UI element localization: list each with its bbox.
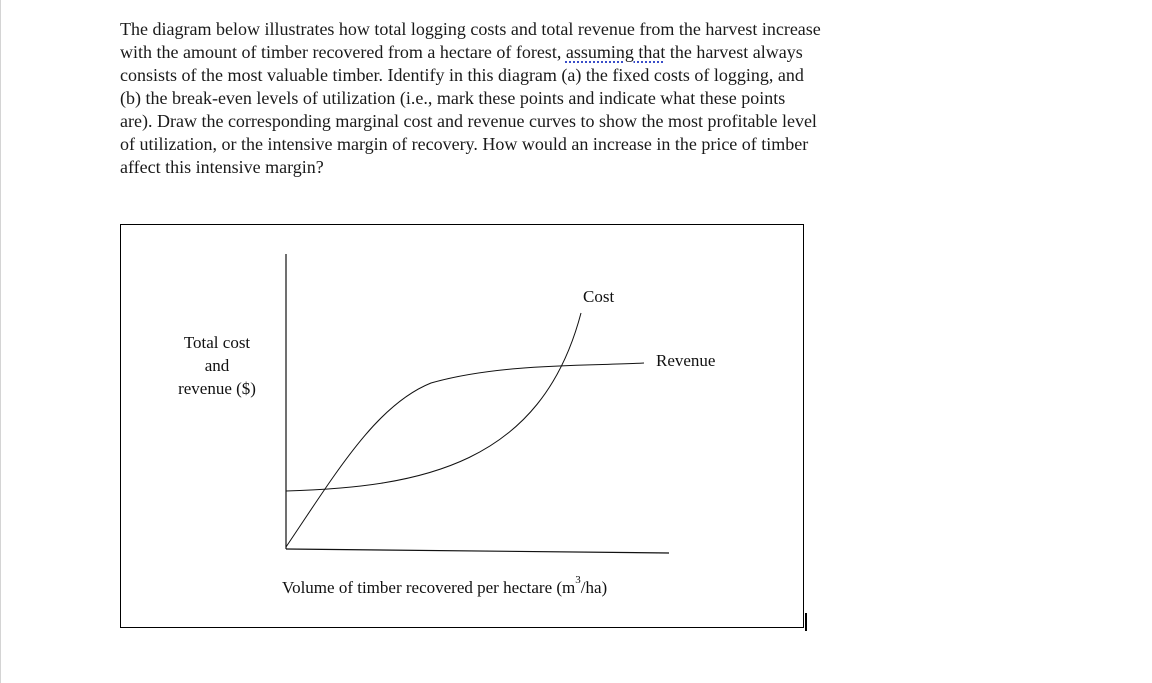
cost-curve-label: Cost: [583, 287, 615, 306]
grammar-flagged-phrase[interactable]: assuming that: [565, 42, 666, 62]
question-line-2: [120, 41, 910, 64]
x-axis-label-end: /ha): [580, 578, 608, 597]
revenue-curve: [286, 363, 644, 547]
question-line-3: consists of the most valuable timber. Identify in this diagram (a) the fixed costs of logging, and: [120, 65, 804, 85]
y-axis-label-line-2: and: [204, 356, 230, 375]
x-axis-label-superscript: 3: [575, 574, 581, 586]
revenue-curve-label: Revenue: [656, 351, 716, 370]
cost-curve: [286, 313, 581, 491]
question-line-6: of utilization, or the intensive margin of recovery. How would an increase in the price of timber: [120, 134, 809, 154]
x-axis-label: [282, 574, 607, 597]
question-line-4: (b) the break-even levels of utilization (i.e., mark these points and indicate what these points: [120, 88, 786, 108]
question-line-5: are). Draw the corresponding marginal cost and revenue curves to show the most profitable level: [120, 111, 817, 131]
cost-revenue-diagram: [121, 225, 805, 629]
text-cursor: [805, 613, 807, 631]
y-axis-label-line-3: revenue ($): [178, 379, 256, 398]
x-axis: [286, 549, 669, 553]
question-line-2-end: the harvest always: [665, 42, 803, 62]
question-text: [120, 18, 910, 179]
question-line-7: affect this intensive margin?: [120, 157, 324, 177]
page-edge-rule: [0, 0, 1, 683]
question-line-2-start: with the amount of timber recovered from a hectare of forest,: [120, 42, 566, 62]
y-axis-label-line-1: Total cost: [183, 333, 251, 352]
diagram-frame[interactable]: [120, 224, 804, 628]
x-axis-label-main: Volume of timber recovered per hectare (m: [282, 578, 576, 597]
question-line-1: The diagram below illustrates how total logging costs and total revenue from the harvest increase: [120, 19, 821, 39]
